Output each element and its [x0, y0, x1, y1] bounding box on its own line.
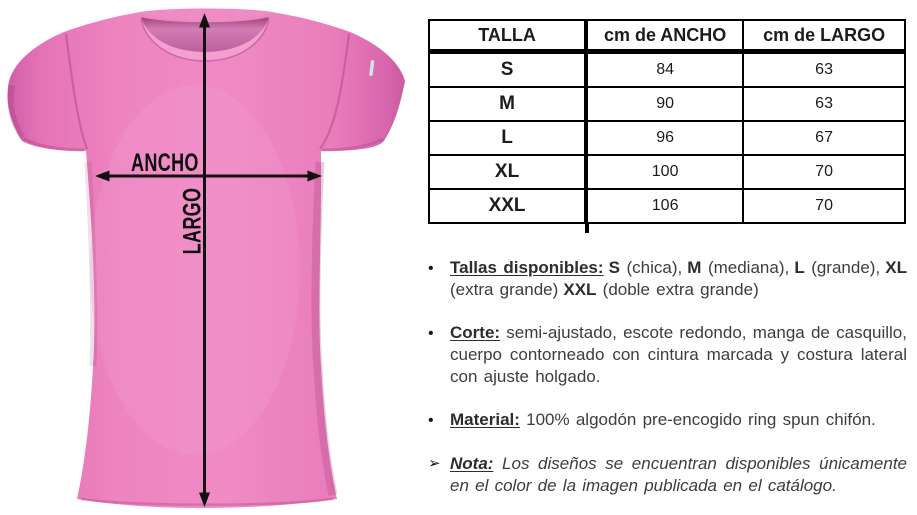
size-table-header-row [429, 20, 905, 52]
table-row [429, 87, 905, 121]
header-talla: TALLA [429, 20, 586, 52]
material-label: Material: [450, 410, 520, 429]
list-item-nota [428, 453, 907, 497]
tshirt-diagram [0, 0, 420, 515]
corte-text [450, 322, 907, 388]
list-item-corte [428, 322, 907, 388]
length-value: 70 [743, 189, 905, 223]
table-row [429, 52, 905, 88]
size-label: M [429, 87, 586, 121]
header-ancho: cm de ANCHO [586, 20, 743, 52]
corte-description: semi-ajustado, escote redondo, manga de casquillo, cuerpo contorneado con cintura marcada y costura lateral con ajuste holgado. [450, 323, 907, 386]
size-label: S [429, 52, 586, 88]
width-value: 106 [586, 189, 743, 223]
size-label: XL [429, 155, 586, 189]
bullet-icon: • [428, 325, 434, 342]
width-value: 90 [586, 87, 743, 121]
tshirt-illustration [0, 0, 420, 515]
nota-description: Los diseños se encuentran disponibles únicamente en el color de la imagen publicada en el catálogo. [450, 454, 907, 495]
size-label: L [429, 121, 586, 155]
table-row [429, 155, 905, 189]
size-xl: XL [885, 258, 907, 277]
size-label: XXL [429, 189, 586, 223]
list-item-tallas [428, 257, 907, 301]
bullet-icon: • [428, 412, 434, 429]
length-value: 67 [743, 121, 905, 155]
width-dimension-label: ANCHO [131, 149, 199, 177]
list-item-material [428, 409, 907, 432]
size-xl-desc: (extra grande) [450, 280, 559, 299]
size-table [428, 19, 906, 224]
size-xxl: XXL [563, 280, 597, 299]
nota-label: Nota: [450, 454, 494, 473]
tallas-label: Tallas disponibles: [450, 258, 604, 277]
bullet-icon: • [428, 260, 434, 277]
tallas-text [450, 257, 907, 301]
table-row [429, 189, 905, 223]
size-s-desc: (chica), [619, 258, 683, 277]
left-side-shadow [88, 162, 94, 366]
product-info-list [428, 257, 907, 515]
corte-label: Corte: [450, 323, 501, 342]
length-value: 63 [743, 52, 905, 88]
table-row [429, 121, 905, 155]
size-m: M [687, 258, 702, 277]
width-value: 84 [586, 52, 743, 88]
size-l: L [794, 258, 805, 277]
size-l-desc: (grande), [804, 258, 881, 277]
length-dimension-label: LARGO [178, 187, 207, 255]
length-value: 63 [743, 87, 905, 121]
material-description: 100% algodón pre-encogido ring spun chifón. [519, 410, 876, 429]
size-xxl-desc: (doble extra grande) [596, 280, 759, 299]
width-value: 96 [586, 121, 743, 155]
size-table-section [428, 19, 906, 224]
column-divider-tick [585, 223, 589, 233]
size-s: S [608, 258, 620, 277]
width-value: 100 [586, 155, 743, 189]
shirt-highlight [90, 85, 300, 455]
length-value: 70 [743, 155, 905, 189]
material-text [450, 409, 907, 432]
header-largo: cm de LARGO [743, 20, 905, 52]
nota-text [450, 453, 907, 497]
arrow-bullet-icon: ➢ [428, 455, 441, 472]
size-m-desc: (mediana), [701, 258, 790, 277]
